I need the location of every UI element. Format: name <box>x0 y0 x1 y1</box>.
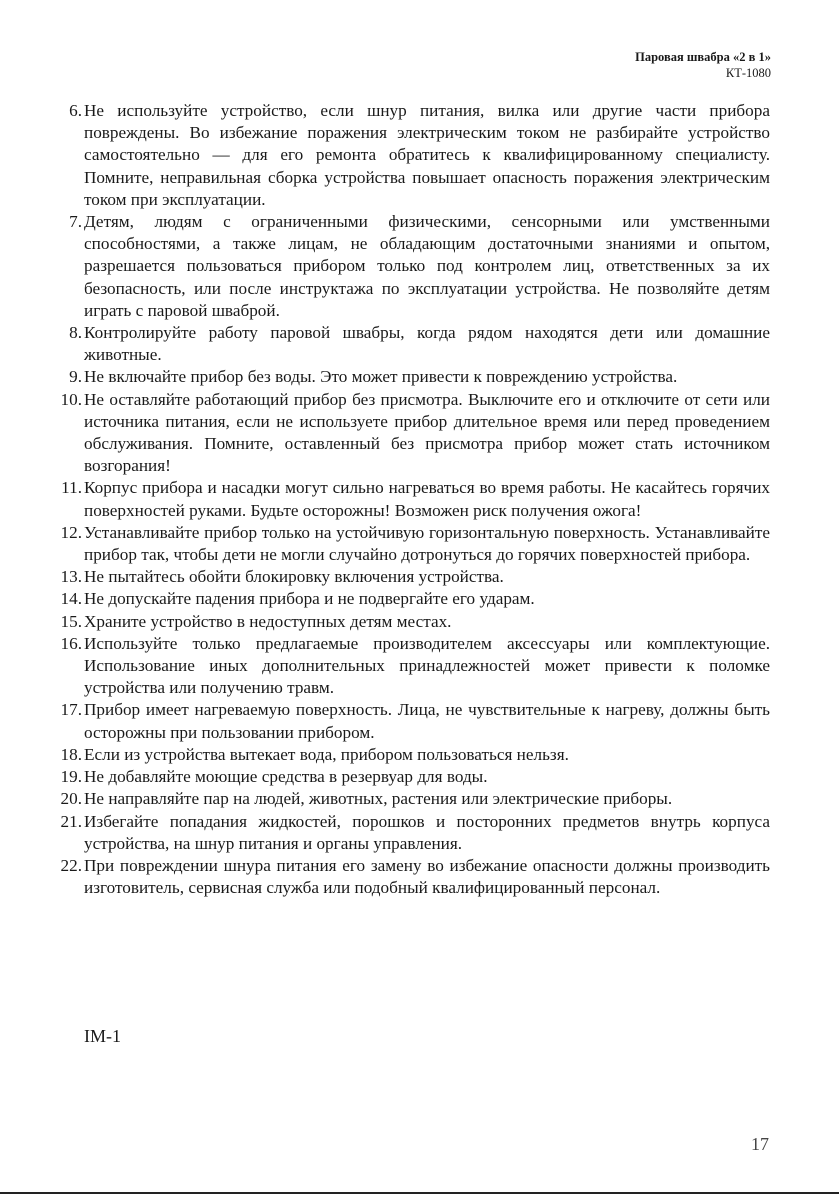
item-text: Избегайте попадания жидкостей, порошков и посторонних предметов внутрь корпуса устройства, на шнур питания и органы управления. <box>84 811 770 853</box>
item-number: 18. <box>60 744 82 764</box>
item-text: Детям, людям с ограниченными физическими, сенсорными или умственными способностями, а также лицам, не обладающим достаточными знаниями и опытом, разрешается пользоваться прибором только под контролем лиц, ответственных за их безопасность, или после инструктажа по эксплуатации устройства. Не позволяйте детям играть с паровой шваброй. <box>84 212 770 320</box>
item-number: 20. <box>60 789 82 809</box>
item-number: 21. <box>60 811 82 831</box>
item-number: 7. <box>69 212 82 232</box>
item-number: 6. <box>69 101 82 120</box>
list-item <box>50 633 770 700</box>
item-number: 13. <box>60 567 82 587</box>
item-text: Если из устройства вытекает вода, прибором пользоваться нельзя. <box>84 744 569 764</box>
item-text: Не добавляйте моющие средства в резервуар для воды. <box>84 767 488 787</box>
item-text: Не оставляйте работающий прибор без присмотра. Выключите его и отключите от сети или источника питания, если не используете прибор длительное время или перед проведением обслуживания. Помните, оставленный без присмотра прибор может стать источником возгорания! <box>84 389 770 476</box>
list-item <box>50 811 770 855</box>
list-item <box>50 389 770 478</box>
item-text: Не используйте устройство, если шнур питания, вилка или другие части прибора повреждены. Во избежание поражения электрическим током не разбирайте устройство самостоятельно — для его ремонта обратитесь к квалифицированному специалисту. Помните, неправильная сборка устройства повышает опасность поражения электрическим током при эксплуатации. <box>84 101 770 209</box>
item-number: 9. <box>69 367 82 387</box>
list-item <box>50 611 770 633</box>
item-number: 15. <box>60 611 82 631</box>
list-item <box>50 100 770 211</box>
list-item <box>50 855 770 899</box>
page-number: 17 <box>751 1134 769 1154</box>
list-item <box>50 566 770 588</box>
product-title: Паровая швабра «2 в 1» <box>635 50 771 64</box>
list-item <box>50 522 770 566</box>
item-number: 10. <box>60 389 82 409</box>
item-text: При повреждении шнура питания его замену во избежание опасности должны производить изготовитель, сервисная служба или подобный квалифицированный персонал. <box>84 855 770 898</box>
list-item <box>50 788 770 810</box>
list-item <box>50 211 770 322</box>
list-item <box>50 477 770 521</box>
item-text: Не допускайте падения прибора и не подвергайте его ударам. <box>84 589 535 609</box>
item-number: 17. <box>60 700 82 720</box>
item-text: Не пытайтесь обойти блокировку включения устройства. <box>84 567 504 587</box>
item-text: Не направляйте пар на людей, животных, растения или электрические приборы. <box>84 789 673 809</box>
item-text: Используйте только предлагаемые производителем аксессуары или комплектующие. Использование иных дополнительных принадлежностей может привести к поломке устройства или получению травм. <box>84 633 770 698</box>
item-number: 12. <box>60 522 82 542</box>
item-number: 11. <box>61 478 82 498</box>
item-number: 22. <box>60 855 82 875</box>
item-text: Прибор имеет нагреваемую поверхность. Лица, не чувствительные к нагреву, должны быть осторожны при пользовании прибором. <box>84 700 770 742</box>
list-item <box>50 322 770 366</box>
list-item <box>50 366 770 388</box>
list-item <box>50 588 770 610</box>
item-text: Храните устройство в недоступных детям местах. <box>84 611 452 631</box>
document-code: IM-1 <box>84 1026 121 1046</box>
list-item <box>50 699 770 743</box>
list-item <box>50 744 770 766</box>
item-text: Не включайте прибор без воды. Это может привести к повреждению устройства. <box>84 367 678 387</box>
list-item <box>50 766 770 788</box>
item-number: 16. <box>60 633 82 653</box>
item-text: Устанавливайте прибор только на устойчивую горизонтальную поверхность. Устанавливайте прибор так, чтобы дети не могли случайно дотронуться до горячих поверхностей прибора. <box>84 522 770 565</box>
item-text: Контролируйте работу паровой швабры, когда рядом находятся дети или домашние животные. <box>84 323 770 365</box>
item-number: 14. <box>60 589 82 609</box>
product-model: КТ-1080 <box>725 66 771 80</box>
safety-instructions-list <box>50 100 770 899</box>
item-text: Корпус прибора и насадки могут сильно нагреваться во время работы. Не касайтесь горячих поверхностей руками. Будьте осторожны! Возможен риск получения ожога! <box>84 478 770 520</box>
item-number: 8. <box>69 323 82 343</box>
page-header <box>635 49 771 81</box>
item-number: 19. <box>60 767 82 787</box>
